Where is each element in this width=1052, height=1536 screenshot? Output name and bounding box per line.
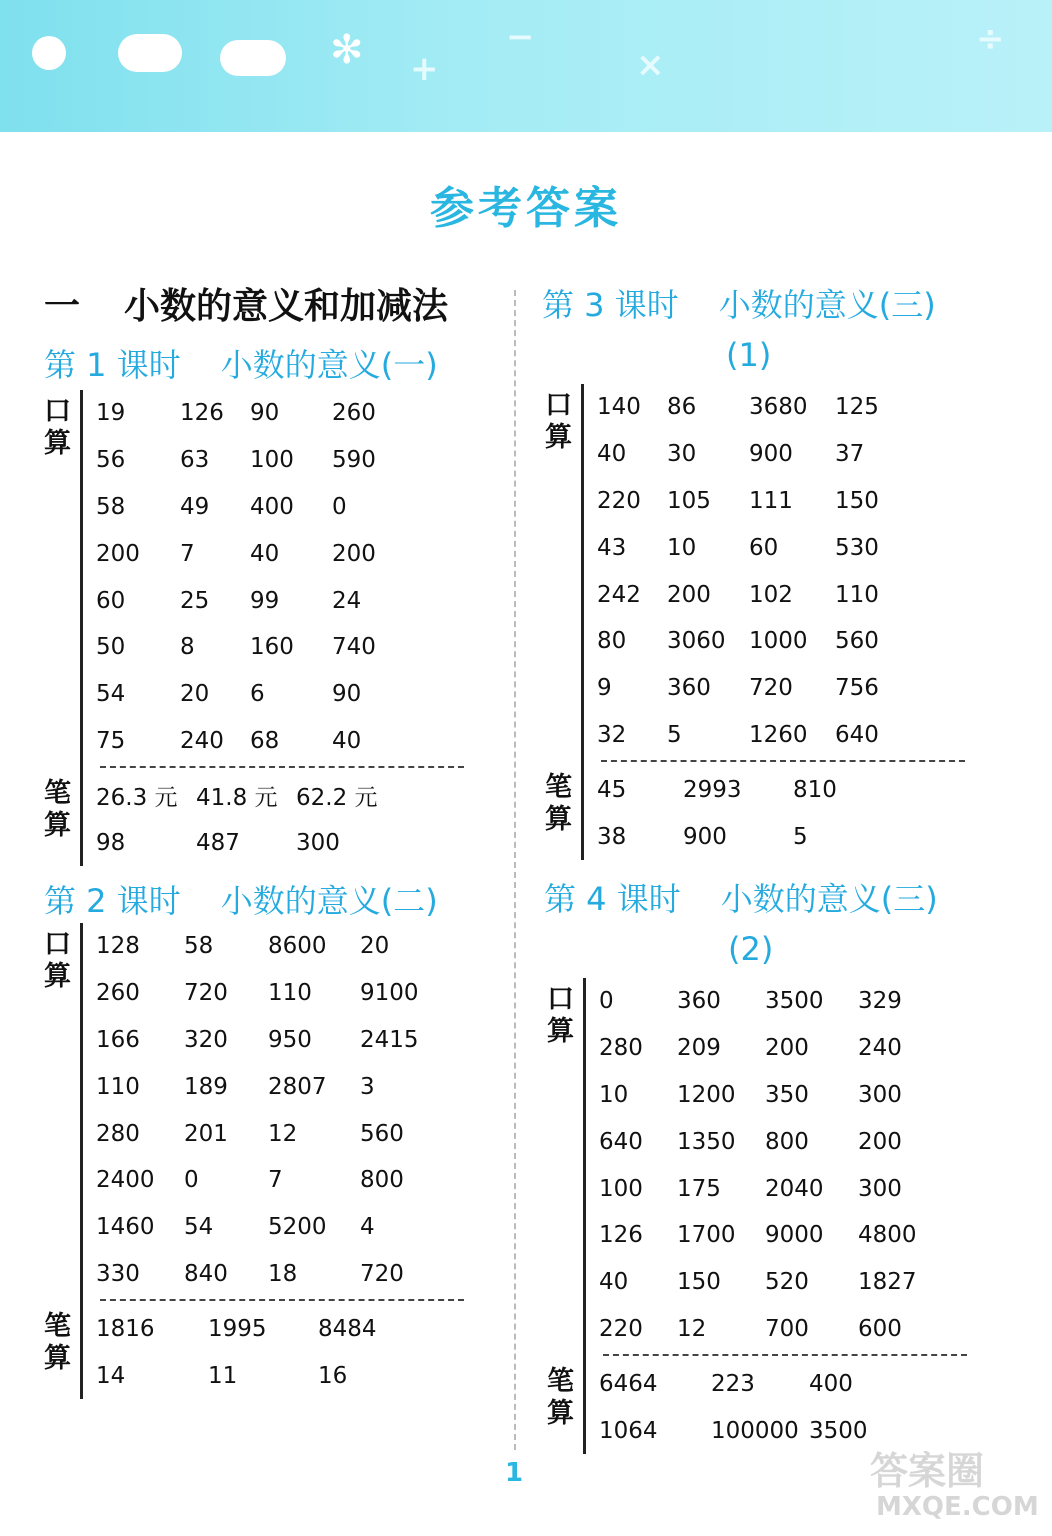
answer-cell: 8600 [268,933,327,960]
vertical-rule [581,384,584,860]
rain-cloud-icon [220,40,286,76]
column-divider [514,290,516,1450]
answer-cell: 6464 [599,1370,658,1397]
chapter-heading [44,278,448,329]
answer-cell: 43 [597,534,627,561]
lesson-subtitle: (1) [726,336,772,374]
answer-cell: 220 [597,487,641,514]
answer-cell: 740 [332,634,376,661]
answer-cell: 756 [835,675,879,702]
answer-cell: 105 [667,487,711,514]
answer-cell: 1460 [96,1214,155,1241]
answer-cell: 900 [683,823,727,850]
answer-cell: 1260 [749,721,808,748]
answer-cell: 280 [599,1035,643,1062]
plus-icon: + [410,49,439,89]
times-icon: × [636,45,665,85]
answer-cell: 100 [250,447,294,474]
answer-cell: 5 [793,823,808,850]
watermark-url: MXQE.COM [876,1492,1039,1522]
answer-cell: 3500 [765,988,824,1015]
answer-cell: 110 [96,1073,140,1100]
answer-cell: 111 [749,487,793,514]
answer-cell: 2993 [683,776,742,803]
answer-cell: 175 [677,1175,721,1202]
answer-cell: 2415 [360,1026,419,1053]
answer-cell: 1995 [208,1315,267,1342]
watermark-logo: 答案圈 [870,1449,985,1493]
answer-cell: 9000 [765,1222,824,1249]
answer-cell: 68 [250,727,280,754]
answer-cell: 128 [96,933,140,960]
lesson-subtitle: (2) [728,930,774,968]
answer-cell: 60 [749,534,779,561]
lesson-name: 小数的意义(三) [718,286,936,324]
answer-cell: 32 [597,721,627,748]
answer-cell: 160 [250,634,294,661]
answer-cell: 3 [360,1073,375,1100]
answer-cell: 50 [96,634,126,661]
answer-cell: 950 [268,1026,312,1053]
answer-cell: 223 [711,1370,755,1397]
divide-icon: ÷ [976,19,1005,59]
answer-cell: 62.2 元 [296,785,378,812]
answer-cell: 98 [96,829,126,856]
answer-cell: 5 [667,721,682,748]
answer-cell: 189 [184,1073,228,1100]
vertical-rule [583,978,586,1454]
answer-cell: 260 [96,980,140,1007]
answer-cell: 1064 [599,1417,658,1444]
answer-cell: 840 [184,1260,228,1287]
answer-cell: 125 [835,394,879,421]
answer-cell: 49 [180,493,210,520]
answer-cell: 99 [250,587,280,614]
section-separator [603,1354,967,1356]
answer-cell: 400 [809,1370,853,1397]
chapter-number: 一 [44,286,81,327]
answer-cell: 700 [765,1315,809,1342]
answer-cell: 800 [765,1128,809,1155]
answer-cell: 240 [180,727,224,754]
lesson-label: 第 1 课时 [44,346,181,384]
answer-cell: 200 [332,540,376,567]
answer-cell: 487 [196,829,240,856]
answer-cell: 20 [180,681,210,708]
answer-cell: 75 [96,727,126,754]
answer-cell: 102 [749,581,793,608]
answer-cell: 4800 [858,1222,917,1249]
answer-cell: 0 [332,493,347,520]
answer-cell: 530 [835,534,879,561]
answer-cell: 16 [318,1362,348,1389]
answer-cell: 24 [332,587,362,614]
answer-cell: 37 [835,441,865,468]
answer-cell: 110 [835,581,879,608]
answer-cell: 200 [765,1035,809,1062]
answer-cell: 60 [96,587,126,614]
bisuan-label: 笔算 [545,772,572,836]
lesson-name: 小数的意义(二) [220,882,438,920]
answer-cell: 38 [597,823,627,850]
answer-cell: 40 [250,540,280,567]
answer-cell: 40 [597,441,627,468]
answer-cell: 8 [180,634,195,661]
answer-cell: 201 [184,1120,228,1147]
answer-cell: 41.8 元 [196,785,278,812]
answer-cell: 54 [184,1214,214,1241]
bisuan-label: 笔算 [44,1311,71,1375]
answer-cell: 166 [96,1026,140,1053]
lesson-label: 第 3 课时 [542,286,679,324]
answer-cell: 45 [597,776,627,803]
answer-cell: 242 [597,581,641,608]
answer-cell: 5200 [268,1214,327,1241]
answer-cell: 126 [180,400,224,427]
answer-cell: 56 [96,447,126,474]
answer-cell: 300 [858,1081,902,1108]
answer-cell: 560 [360,1120,404,1147]
lesson-label: 第 4 课时 [544,880,681,918]
answer-cell: 240 [858,1035,902,1062]
answer-cell: 110 [268,980,312,1007]
answer-cell: 11 [208,1362,238,1389]
lesson-3-title [542,280,936,326]
answer-cell: 90 [250,400,280,427]
answer-cell: 0 [599,988,614,1015]
answer-cell: 1700 [677,1222,736,1249]
answer-cell: 640 [835,721,879,748]
answer-cell: 58 [96,493,126,520]
answer-cell: 10 [599,1081,629,1108]
answer-cell: 200 [667,581,711,608]
answer-cell: 900 [749,441,793,468]
answer-cell: 7 [180,540,195,567]
answer-cell: 140 [597,394,641,421]
answer-cell: 12 [677,1315,707,1342]
page-number: 1 [504,1458,524,1488]
answer-cell: 90 [332,681,362,708]
answer-cell: 520 [765,1269,809,1296]
answer-cell: 350 [765,1081,809,1108]
kousuan-label: 口算 [44,929,71,992]
answer-cell: 100000 [711,1417,799,1444]
answer-cell: 800 [360,1167,404,1194]
answer-cell: 590 [332,447,376,474]
answer-cell: 25 [180,587,210,614]
answer-cell: 329 [858,988,902,1015]
answer-cell: 9100 [360,980,419,1007]
answer-cell: 10 [667,534,697,561]
answer-cell: 40 [332,727,362,754]
answer-cell: 200 [858,1128,902,1155]
answer-cell: 100 [599,1175,643,1202]
minus-icon: − [506,17,535,57]
answer-cell: 3500 [809,1417,868,1444]
header-banner [0,0,1052,132]
sun-icon [32,36,66,70]
answer-cell: 330 [96,1260,140,1287]
answer-cell: 200 [96,540,140,567]
snowflake-icon: ✻ [330,27,364,73]
answer-cell: 720 [184,980,228,1007]
answer-cell: 1827 [858,1269,917,1296]
answer-cell: 20 [360,933,390,960]
answer-cell: 2400 [96,1167,155,1194]
answer-cell: 600 [858,1315,902,1342]
bisuan-label: 笔算 [547,1366,574,1430]
answer-cell: 150 [677,1269,721,1296]
answer-cell: 1200 [677,1081,736,1108]
answer-cell: 560 [835,628,879,655]
section-separator [100,1299,464,1301]
answer-cell: 260 [332,400,376,427]
answer-cell: 4 [360,1214,375,1241]
section-separator [601,760,965,762]
answer-cell: 126 [599,1222,643,1249]
answer-cell: 14 [96,1362,126,1389]
answer-cell: 400 [250,493,294,520]
answer-cell: 360 [677,988,721,1015]
answer-cell: 9 [597,675,612,702]
lesson-name: 小数的意义(三) [720,880,938,918]
answer-cell: 2807 [268,1073,327,1100]
answer-cell: 1816 [96,1315,155,1342]
answer-cell: 86 [667,394,697,421]
answer-cell: 18 [268,1260,298,1287]
answer-cell: 58 [184,933,214,960]
answer-cell: 320 [184,1026,228,1053]
lesson-2-title [44,876,438,922]
answer-cell: 54 [96,681,126,708]
answer-cell: 280 [96,1120,140,1147]
answer-cell: 720 [360,1260,404,1287]
answer-cell: 12 [268,1120,298,1147]
answer-cell: 26.3 元 [96,785,178,812]
answer-cell: 720 [749,675,793,702]
answer-cell: 150 [835,487,879,514]
answer-cell: 1350 [677,1128,736,1155]
lesson-4-title [544,874,938,920]
kousuan-label: 口算 [545,390,572,453]
answer-cell: 300 [296,829,340,856]
answer-cell: 3680 [749,394,808,421]
lesson-1-title [44,340,438,386]
answer-cell: 8484 [318,1315,377,1342]
answer-cell: 360 [667,675,711,702]
kousuan-label: 口算 [44,396,71,459]
vertical-rule [80,923,83,1399]
section-separator [100,766,464,768]
answer-cell: 3060 [667,628,726,655]
lesson-name: 小数的意义(一) [220,346,438,384]
lesson-label: 第 2 课时 [44,882,181,920]
bisuan-label: 笔算 [44,778,71,842]
answer-cell: 220 [599,1315,643,1342]
answer-cell: 80 [597,628,627,655]
vertical-rule [80,390,83,866]
answer-cell: 63 [180,447,210,474]
answer-cell: 640 [599,1128,643,1155]
answer-cell: 1000 [749,628,808,655]
cloud-icon [118,34,182,72]
answer-cell: 810 [793,776,837,803]
answer-cell: 2040 [765,1175,824,1202]
answer-cell: 209 [677,1035,721,1062]
page-title: 参考答案 [430,183,622,234]
answer-cell: 300 [858,1175,902,1202]
answer-cell: 30 [667,441,697,468]
chapter-name: 小数的意义和加减法 [124,286,449,327]
answer-cell: 40 [599,1269,629,1296]
answer-cell: 0 [184,1167,199,1194]
answer-cell: 6 [250,681,265,708]
answer-cell: 19 [96,400,126,427]
answer-cell: 7 [268,1167,283,1194]
kousuan-label: 口算 [547,984,574,1047]
